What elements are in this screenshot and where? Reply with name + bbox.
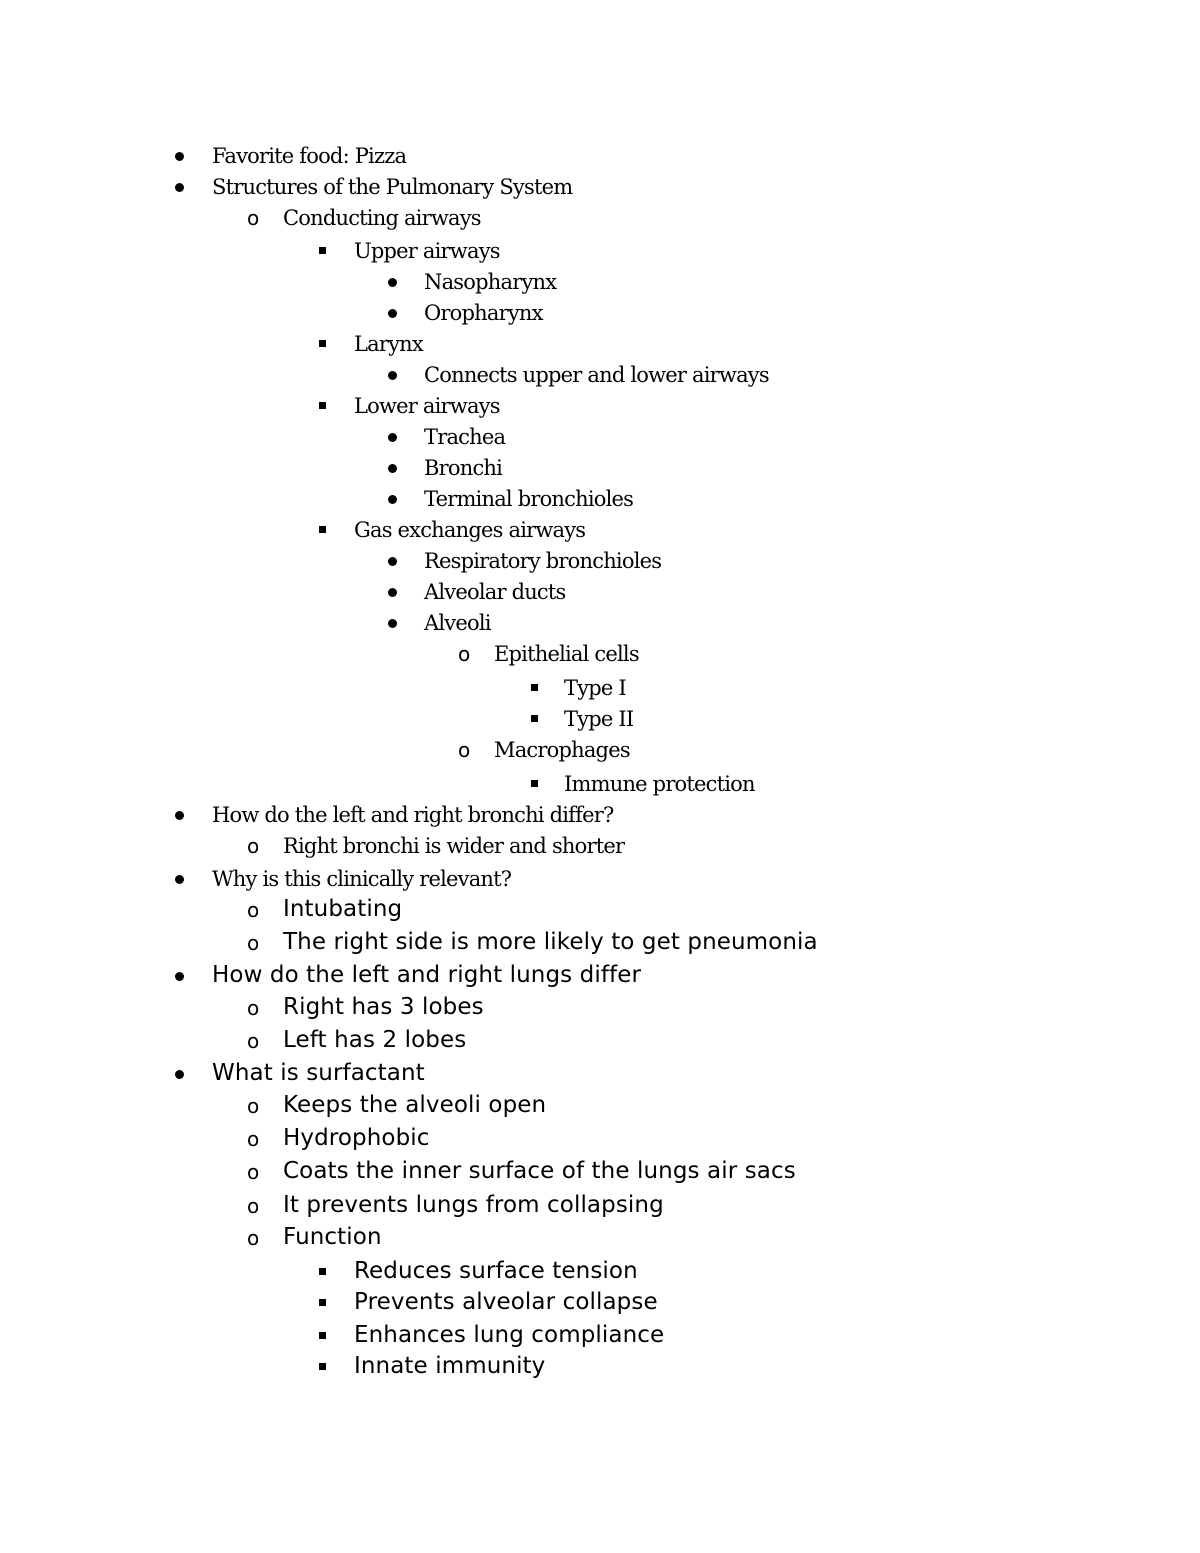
bullet-square-icon bbox=[531, 780, 538, 787]
list-item-text: How do the left and right lungs differ bbox=[212, 962, 642, 988]
bullet-dot-icon bbox=[388, 557, 397, 566]
list-item-text: Favorite food: Pizza bbox=[212, 144, 407, 168]
list-item-text: Function bbox=[283, 1224, 382, 1250]
list-item-text: Alveoli bbox=[424, 611, 491, 635]
bullet-circle-icon: o bbox=[247, 1194, 260, 1218]
bullet-square-icon bbox=[319, 526, 326, 533]
list-item-text: Oropharynx bbox=[424, 301, 543, 325]
bullet-dot-icon bbox=[175, 875, 184, 884]
bullet-dot-icon bbox=[175, 811, 184, 820]
bullet-square-icon bbox=[319, 1268, 326, 1275]
bullet-circle-icon: o bbox=[247, 931, 260, 955]
bullet-square-icon bbox=[319, 247, 326, 254]
list-item-text: Nasopharynx bbox=[424, 270, 557, 294]
bullet-dot-icon bbox=[388, 588, 397, 597]
list-item-text: Reduces surface tension bbox=[354, 1258, 638, 1284]
bullet-circle-icon: o bbox=[247, 1127, 260, 1151]
bullet-dot-icon bbox=[388, 278, 397, 287]
bullet-dot-icon bbox=[388, 619, 397, 628]
bullet-circle-icon: o bbox=[458, 642, 470, 666]
list-item-text: The right side is more likely to get pneumonia bbox=[283, 929, 818, 955]
bullet-dot-icon bbox=[388, 371, 397, 380]
list-item-text: Trachea bbox=[424, 425, 506, 449]
bullet-dot-icon bbox=[388, 464, 397, 473]
bullet-dot-icon bbox=[388, 433, 397, 442]
list-item-text: Respiratory bronchioles bbox=[424, 549, 662, 573]
list-item-text: Conducting airways bbox=[283, 206, 481, 230]
list-item-text: Alveolar ducts bbox=[424, 580, 566, 604]
list-item-text: What is surfactant bbox=[212, 1060, 425, 1086]
list-item-text: How do the left and right bronchi differ? bbox=[212, 803, 614, 827]
bullet-circle-icon: o bbox=[247, 1226, 260, 1250]
list-item-text: Why is this clinically relevant? bbox=[212, 867, 512, 891]
bullet-dot-icon bbox=[175, 972, 184, 981]
list-item-text: Hydrophobic bbox=[283, 1125, 430, 1151]
list-item-text: Keeps the alveoli open bbox=[283, 1092, 547, 1118]
list-item-text: Left has 2 lobes bbox=[283, 1027, 467, 1053]
bullet-circle-icon: o bbox=[458, 738, 470, 762]
list-item-text: Enhances lung compliance bbox=[354, 1322, 665, 1348]
bullet-dot-icon bbox=[388, 309, 397, 318]
list-item-text: Epithelial cells bbox=[494, 642, 639, 666]
bullet-circle-icon: o bbox=[247, 996, 260, 1020]
list-item-text: Innate immunity bbox=[354, 1353, 546, 1379]
list-item-text: Terminal bronchioles bbox=[424, 487, 634, 511]
bullet-square-icon bbox=[531, 715, 538, 722]
bullet-dot-icon bbox=[175, 1070, 184, 1079]
list-item-text: Intubating bbox=[283, 896, 403, 922]
bullet-circle-icon: o bbox=[247, 1094, 260, 1118]
bullet-square-icon bbox=[319, 402, 326, 409]
list-item-text: Macrophages bbox=[494, 738, 630, 762]
bullet-circle-icon: o bbox=[247, 834, 259, 858]
list-item-text: Connects upper and lower airways bbox=[424, 363, 769, 387]
bullet-circle-icon: o bbox=[247, 206, 259, 230]
list-item-text: Type I bbox=[564, 676, 626, 700]
bullet-dot-icon bbox=[175, 183, 184, 192]
list-item-text: Upper airways bbox=[354, 239, 500, 263]
list-item-text: Bronchi bbox=[424, 456, 503, 480]
bullet-circle-icon: o bbox=[247, 1029, 260, 1053]
list-item-text: Immune protection bbox=[564, 772, 755, 796]
list-item-text: Right has 3 lobes bbox=[283, 994, 484, 1020]
list-item-text: Prevents alveolar collapse bbox=[354, 1289, 658, 1315]
list-item-text: Coats the inner surface of the lungs air sacs bbox=[283, 1158, 796, 1184]
list-item-text: Structures of the Pulmonary System bbox=[212, 175, 573, 199]
bullet-square-icon bbox=[319, 1299, 326, 1306]
bullet-circle-icon: o bbox=[247, 1160, 260, 1184]
bullet-circle-icon: o bbox=[247, 898, 260, 922]
bullet-square-icon bbox=[319, 1332, 326, 1339]
bullet-square-icon bbox=[319, 1363, 326, 1370]
bullet-dot-icon bbox=[175, 152, 184, 161]
list-item-text: Gas exchanges airways bbox=[354, 518, 586, 542]
list-item-text: Lower airways bbox=[354, 394, 500, 418]
list-item-text: Right bronchi is wider and shorter bbox=[283, 834, 625, 858]
list-item-text: Larynx bbox=[354, 332, 423, 356]
list-item-text: It prevents lungs from collapsing bbox=[283, 1192, 664, 1218]
bullet-square-icon bbox=[319, 340, 326, 347]
bullet-dot-icon bbox=[388, 495, 397, 504]
list-item-text: Type II bbox=[564, 707, 634, 731]
bullet-square-icon bbox=[531, 684, 538, 691]
